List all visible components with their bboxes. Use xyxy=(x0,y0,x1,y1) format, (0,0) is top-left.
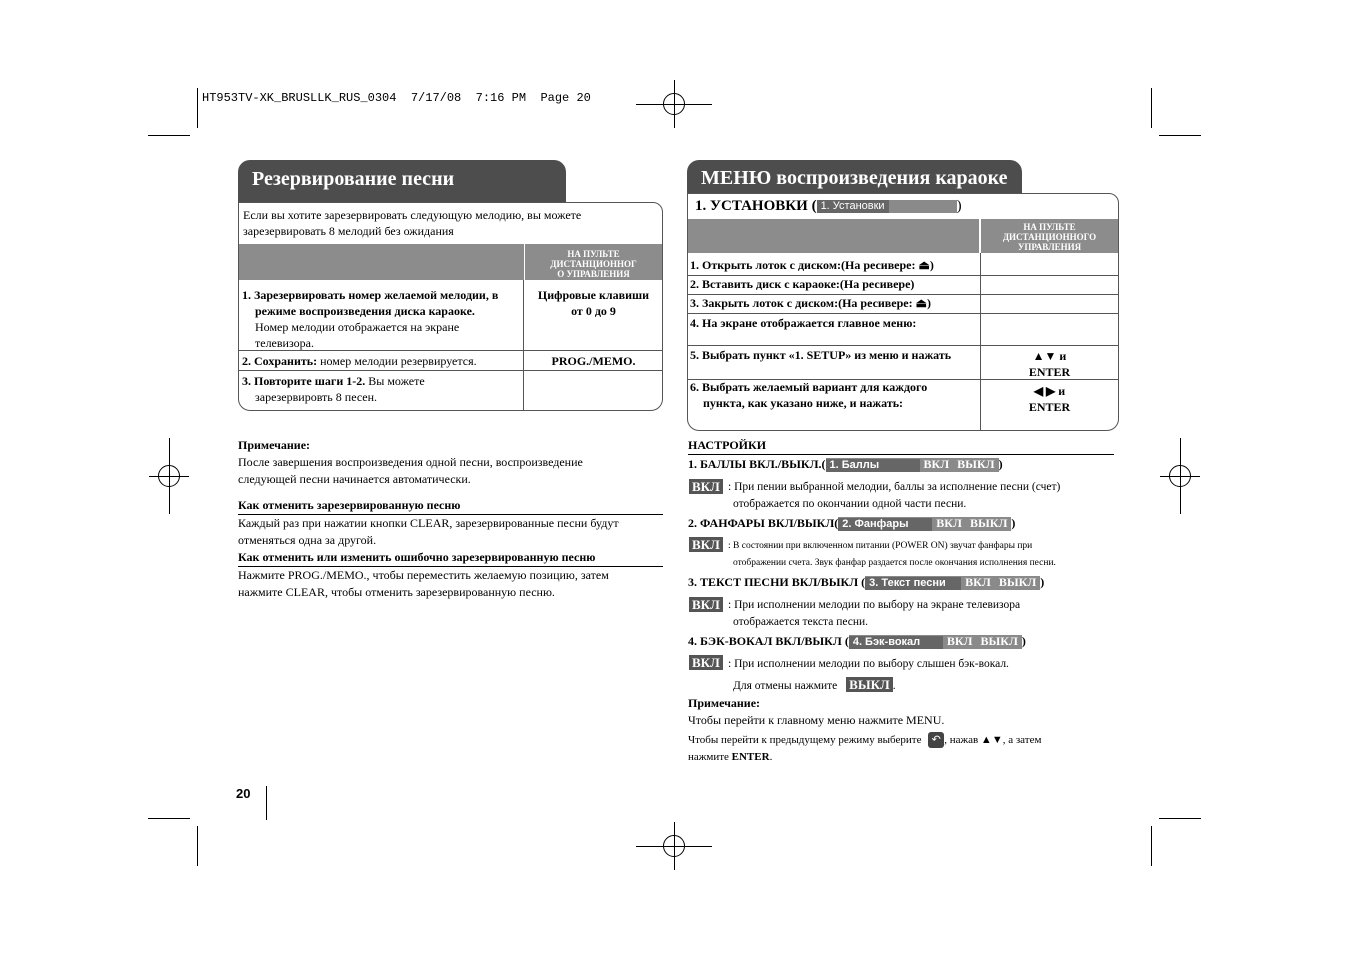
note: Примечание: После завершения воспроизведения одной песни, воспроизведение следующей песни начинается автоматически. xyxy=(238,438,583,486)
return-icon: ↶ xyxy=(928,732,944,748)
setting-description: : При исполнении мелодии по выбору слышен бэк-вокал. Для отмены нажмите ВЫКЛ . xyxy=(728,658,1009,692)
note: Примечание: Чтобы перейти к главному меню нажмите MENU. Чтобы перейти к предыдущему режиму выберите ↶ , нажав ▲▼, а затем нажмите ENTER. xyxy=(688,696,1042,763)
crop-mark xyxy=(148,818,190,819)
remote-cell: Цифровые клавиши от 0 до 9 xyxy=(537,288,650,318)
setting-description: : При пении выбранной мелодии, баллы за исполнение песни (счет) отображается по окончании одной части песни. xyxy=(728,481,1061,510)
setting-item-lyrics: 3. ТЕКСТ ПЕСНИ ВКЛ/ВЫКЛ ( 3. Текст песни ВКЛ ВЫКЛ ) xyxy=(688,575,1045,590)
on-badge: ВКЛ xyxy=(689,536,723,554)
remote-column-header: НА ПУЛЬТЕ ДИСТАНЦИОННОГО УПРАВЛЕНИЯ xyxy=(981,219,1118,253)
change-title: Как отменить или изменить ошибочно зарезервированную песню xyxy=(238,549,663,567)
setting-description: : При исполнении мелодии по выбору на экране телевизора отображается текста песни. xyxy=(728,599,1021,628)
crop-mark xyxy=(1151,88,1152,128)
remote-cell: PROG./MEMO. xyxy=(551,354,636,368)
table-row: 4. На экране отображается главное меню: xyxy=(690,316,917,330)
osd-lyrics: 3. Текст песни ВКЛ ВЫКЛ xyxy=(865,576,1040,590)
row-divider xyxy=(688,345,1118,346)
remote-cell: ◀ ▶ и ENTER xyxy=(1028,384,1071,414)
cancel-title: Как отменить зарезервированную песню xyxy=(238,497,663,515)
table-row: 5. Выбрать пункт «1. SETUP» из меню и нажать xyxy=(690,348,952,362)
setting-item-score: 1. БАЛЛЫ ВКЛ./ВЫКЛ.( 1. Баллы ВКЛ ВЫКЛ ) xyxy=(688,457,1003,472)
setup-heading: 1. УСТАНОВКИ ( 1. Установки ) xyxy=(695,198,962,214)
crop-mark xyxy=(1159,818,1201,819)
setting-description: : В состоянии при включенном питании (POWER ON) звучат фанфары при отображении счета. Звук фанфар раздается после окончания исполнения песни. xyxy=(728,541,1056,568)
off-badge: ВЫКЛ xyxy=(846,677,893,692)
page-number-rule xyxy=(266,786,267,820)
settings-title: НАСТРОЙКИ xyxy=(688,437,1114,455)
remote-cell: ▲▼ и ENTER xyxy=(1028,349,1071,379)
section-title: Резервирование песни xyxy=(238,160,566,202)
on-badge: ВКЛ xyxy=(689,654,723,672)
crop-mark xyxy=(1151,826,1152,866)
osd-fanfare: 2. Фанфары ВКЛ ВЫКЛ xyxy=(838,517,1011,531)
table-row: 3. Закрыть лоток с диском:(На ресивере: ⏏) xyxy=(690,296,931,310)
change-section: Как отменить или изменить ошибочно зарезервированную песню Нажмите PROG./MEMO., чтобы переместить желаемую позицию, затем нажмите CLEAR, чтобы отменить зарезервированную песню. xyxy=(238,549,663,601)
remote-column-header: НА ПУЛЬТЕ ДИСТАНЦИОННОГ О УПРАВЛЕНИЯ xyxy=(525,244,662,280)
table-header-bar xyxy=(688,219,979,253)
osd-score: 1. Баллы ВКЛ ВЫКЛ xyxy=(826,458,999,472)
table-row: 1. Открыть лоток с диском:(На ресивере: ⏏) xyxy=(690,258,934,272)
table-row: 3. Повторите шаги 1-2. Вы можете зарезервировть 8 песен. xyxy=(242,374,425,404)
row-divider xyxy=(688,313,1118,314)
osd-setup-label: 1. Установки xyxy=(817,200,957,213)
table-row: 1. Зарезервировать номер желаемой мелодии, в режиме воспроизведения диска караоке. Номер мелодии отображается на экране телевизора. xyxy=(242,288,499,350)
table-header-bar xyxy=(239,244,524,280)
table-row: 2. Сохранить: номер мелодии резервируется. xyxy=(242,354,477,368)
crop-mark xyxy=(197,826,198,866)
crop-mark xyxy=(1159,135,1201,136)
osd-backing-vocal: 4. Бэк-вокал ВКЛ ВЫКЛ xyxy=(849,635,1022,649)
crop-mark xyxy=(148,135,190,136)
table-row: 6. Выбрать желаемый вариант для каждого пункта, как указано ниже, и нажать: xyxy=(690,380,928,410)
setting-item-fanfare: 2. ФАНФАРЫ ВКЛ/ВЫКЛ( 2. Фанфары ВКЛ ВЫКЛ ) xyxy=(688,516,1016,531)
intro-text: Если вы хотите зарезервировать следующую мелодию, вы можете зарезервировать 8 мелодий без ожидания xyxy=(243,208,582,238)
page-number: 20 xyxy=(236,786,251,801)
column-divider xyxy=(523,280,524,410)
table-row: 2. Вставить диск с караоке:(На ресивере) xyxy=(690,277,915,291)
print-slug: HT953TV-XK_BRUSLLK_RUS_0304 7/17/08 7:16 PM Page 20 xyxy=(202,91,591,105)
setting-item-backing-vocal: 4. БЭК-ВОКАЛ ВКЛ/ВЫКЛ ( 4. Бэк-вокал ВКЛ ВЫКЛ ) xyxy=(688,634,1026,649)
cancel-section: Как отменить зарезервированную песню Каждый раз при нажатии кнопки CLEAR, зарезервированные песни будут отменяться одна за другой. xyxy=(238,497,663,549)
row-divider xyxy=(239,370,662,371)
section-title: МЕНЮ воспроизведения караоке xyxy=(687,160,1022,196)
crop-mark xyxy=(197,88,198,128)
on-badge: ВКЛ xyxy=(689,596,723,614)
on-badge: ВКЛ xyxy=(689,478,723,496)
